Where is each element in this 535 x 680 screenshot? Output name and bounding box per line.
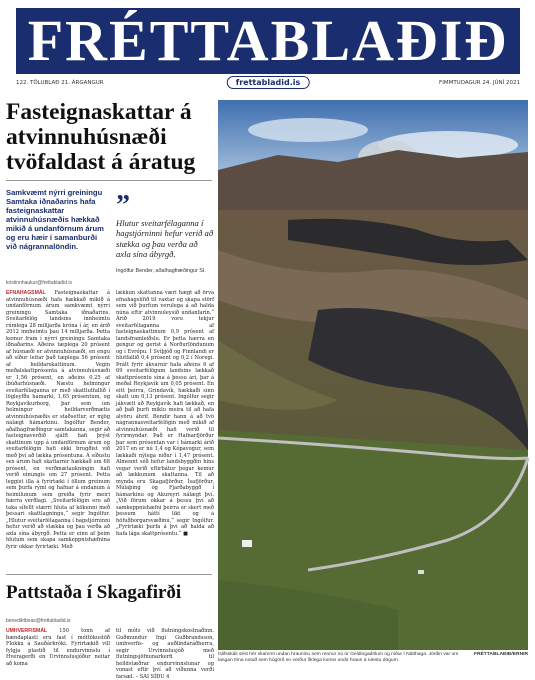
lead-headline: Fasteignaskattar á atvinnuhúsnæði tvöfaldast á áratug: [6, 99, 196, 175]
photo-credit: FRÉTTABLAÐIÐ/ERNIR: [474, 652, 528, 657]
hut-icon: [242, 540, 252, 547]
second-column-1-text: 150 tonn af bændaplasti eru fast í móttökustöð Flokku á Sauðárkróki. Fyrirtækið vill fylgja plastið til endurvinnslu í Hveragerði en Úrvinnslusjóður neitar að koma: [6, 628, 110, 667]
section-rule: [6, 574, 212, 575]
website-link[interactable]: frettabladid.is: [227, 76, 310, 89]
lead-photo: [218, 100, 528, 650]
second-byline: benediktboas@frettabladid.is: [6, 618, 71, 624]
pull-quote-text: Hlutur sveitarfélaganna í hagstjórninni hefur verið að stækka og þau verða að axla sína ábyrgð.: [116, 218, 214, 260]
lead-column-2: lækkun skattanna væri hægt að örva efnahagslífið til vaxtar og skapa störf sem við þurfum verulega á að halda núna eftir atvinnuleysið undanfarin.“ Árið 2019 voru tekjur sveitarfélaganna af fasteignaskattinum 0,9 prósent af landsframleiðslu. Er þetta hærra en gengur og gerist á Norðurlöndunum og í Evrópu. Í Svíþjóð og Finnlandi er hlutfallið 0,4 prósent og 0,2 í Noregi. Þrátt fyrir ákvarnir hafa aðeins 6 af 69 sveitarfélögum landsins lækkað skattprósentu sína á þessu ári, þar á meðal Reykjavík um 0,05 prósent. En eitt þeirra, Grindavík, hækkaði sinn skatt um 0,13 prósent. Ingólfur segir jákvætt að Reykjavík hafi lækkað, en að það þurfi miklu meira til að hafa alvöru áhrif. Bendir hann á að tvö nágrannasveitarfélögin með mikið af atvinnuhúsnæði hafi verið til fyrirmyndar. Það er Hafnarfjörður þar sem prósentan var í hámarki árið 2017 en er nú 1,4 og Kópavogur, sem lækkaði nýlega niður í 1,47 prósent. Almennt séð hefur landsbyggðin hins vegar verið eftirbátur þegar kemur að lækkunum skattanna. Til að mynda eru Skagafjörður, Ísafjörður, Múlaþing og Fjarðabyggð í hámarkinu og Akureyri nálægt því. „Við förum okkar á þessu því að samkeppnishæfni þeirra er skert með þessum háttí líkt og á höfuðborgarsvæðinu,“ segir Ingólfur. „Fyrirtæki þurfa á því að halda að hafa lága skattprósentu.“ ■: [116, 290, 214, 537]
pull-quote-attribution: Ingólfur Bender, aðalhagfræðingur SI.: [116, 267, 206, 274]
photo-caption: [218, 652, 528, 664]
lead-byline: kristinnhaukur@frettabladid.is: [6, 280, 72, 286]
headline-rule: [6, 180, 212, 181]
newspaper-logo: FRÉTTABLAÐIÐ: [16, 8, 520, 74]
quote-mark-icon: ”: [116, 190, 130, 221]
photo-caption-text: Íslifsskáli sést hér skammt undan hrauninu sem rennur nú úr Geldingadölum og niður í Nátthaga. Jörðin var um langan tíma notuð sem búgörð en verður líklega komin undir hraun á næstu dögum.: [218, 652, 459, 663]
lead-column-1: [6, 290, 110, 570]
lead-column-1-text: Fasteignaskattar á atvinnuhúsnæði hafa hækkað mikið á undanförnum árum samkvæmt nýrri greiningu Samtaka iðnaðarins. Sveitarfélög landsins innheimtu rúmlega 28 milljarða króna í ár, en árið 2012 innheimtu þau 14 milljarða. Þetta kemur fram í nýrri greiningu Samtaka iðnaðarins. Aðeins tæplega 20 prósent af húsnæði er atvinnuhúsnæði, en engu að síður leitar það tæplega 56 prósent af heildarskattinum. Vegin meðalskattprósenta á atvinnuhúsnæði er 1,56 prósent, en aðeins 0,25 af íbúðarhúsnæði. Næstu helmingur sveitarfélaganna er með skattlutfallið í lögleyfðu hámarki, 1,65 prósentum, og Reykjavíkurborg, þar sem um helmingur heildarverðmætis atvinnuhúsnæðis er staðsettur, er mjög nálægt hámarkinu. Ingólfur Bender, aðalhagfræðingur samtakanna, segir að fasteignaverðið sjálft hafi þrýst skattinum upp á undanförnum árum og sveitarfélögin hafi ekki brugðist við með því að lækka prósentuna. Á síðustu sex árum hafi skattarnir hækkað um 68 prósent, en verðmætaukningin hafi verið einungis um 27 prósent. Þetta leggist illa á fyrirtæki í öllum greinum sem þurfa rými og hafnar á endanum á heimilunum sem greiða fyrir meiri hærra verðlagi. „Sveitarfélögin eru að taka sífellt stærri hluta af kökunni með þessari skattlagningu,“ segir Ingólfur. „Hlutur sveitarfélaganna í hagstjórninni hefur verið að stækka og þau verða að axla sína ábyrgð. Þetta er einn af þeim hlutum sem skapa samkeppnishæfnina fyrir okkar fyrirtæki. Með: [6, 290, 110, 550]
lead-kicker: EFNAHAGSMÁL: [6, 290, 46, 296]
issue-date: FIMMTUDAGUR 24. JÚNÍ 2021: [439, 80, 520, 86]
second-column-2: til móts við flutningskostnaðinn. Guðmundur Ingi Guðbrandsson, umhverfis- og auðlindaráðherra, segir Úrvinnslusjóð með flutningsjöfnunarkerfi til heildstæðrar endurvinnslunar og vonast eftir því að viðunna verði farsæl. – SAI SÍÐU 4: [116, 628, 214, 680]
lead-lede: Samkvæmt nýrri greiningu Samtaka iðnaðarins hafa fasteignaskattar atvinnuhúsnæðis hækkað mikið á undanförnum árum og eru hæir í samanburði við nágrannalöndin.: [6, 188, 104, 251]
dateline: [16, 76, 520, 90]
second-kicker: UMHVERFISMÁL: [6, 628, 48, 634]
second-headline: Pattstaða í Skagafirði: [6, 582, 182, 603]
masthead: [0, 0, 535, 94]
issue-number: 122. TÖLUBLAÐ 21. ÁRGANGUR: [16, 80, 104, 86]
pull-quote: [116, 190, 214, 275]
landscape-photo-illustration: [218, 100, 528, 650]
second-column-1: [6, 628, 110, 670]
